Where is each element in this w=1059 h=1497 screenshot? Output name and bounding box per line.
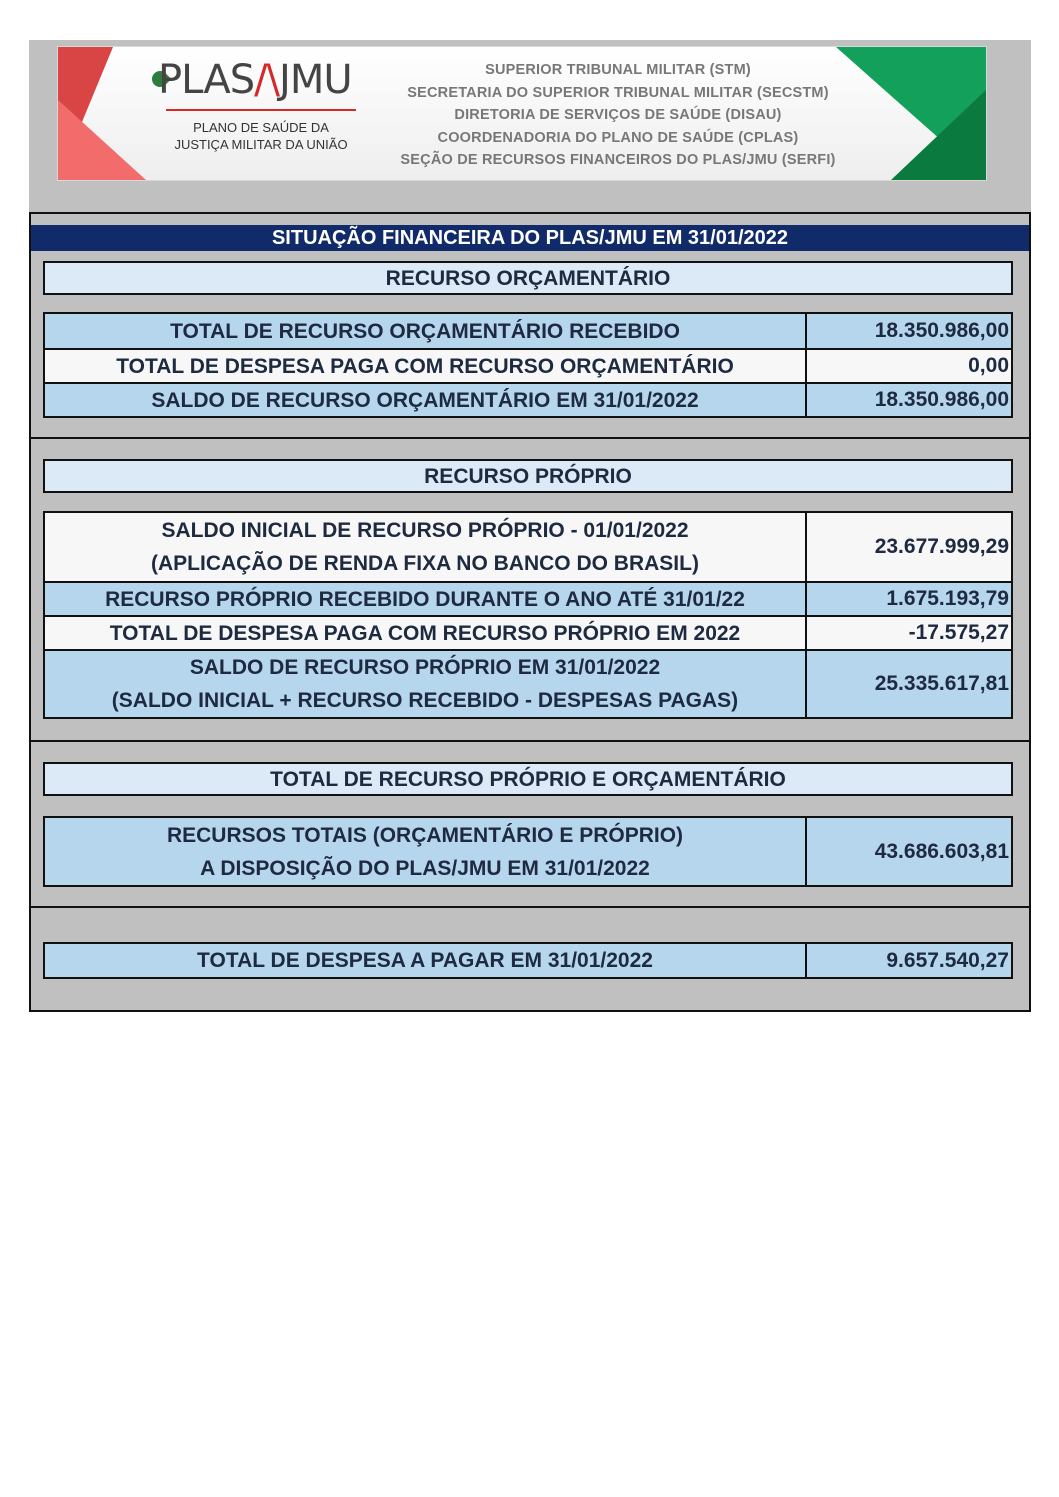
proprio-table bbox=[43, 511, 1013, 719]
row-value: 23.677.999,29 bbox=[874, 535, 1009, 558]
row-label: SALDO DE RECURSO ORÇAMENTÁRIO EM 31/01/2022 bbox=[45, 384, 807, 416]
row-label: TOTAL DE DESPESA A PAGAR EM 31/01/2022 bbox=[45, 944, 807, 977]
logo-wordmark bbox=[158, 57, 352, 103]
table-row bbox=[45, 615, 1011, 649]
row-label-line1: SALDO INICIAL DE RECURSO PRÓPRIO - 01/01/2022 bbox=[161, 519, 689, 542]
a-pagar-table bbox=[43, 942, 1013, 979]
table-row bbox=[45, 314, 1011, 348]
table-row bbox=[45, 944, 1011, 977]
row-label: TOTAL DE DESPESA PAGA COM RECURSO ORÇAMENTÁRIO bbox=[45, 350, 807, 382]
report-sheet bbox=[29, 40, 1031, 1012]
row-label: TOTAL DE DESPESA PAGA COM RECURSO PRÓPRIO EM 2022 bbox=[45, 617, 807, 649]
table-row bbox=[45, 348, 1011, 382]
logo-subtitle bbox=[166, 119, 356, 153]
table-row bbox=[45, 382, 1011, 416]
row-value: 25.335.617,81 bbox=[874, 672, 1009, 695]
header-banner bbox=[57, 46, 987, 181]
section-divider bbox=[29, 740, 1031, 742]
heartbeat-icon: /\ bbox=[254, 57, 280, 103]
table-row bbox=[45, 649, 1011, 717]
row-label: TOTAL DE RECURSO ORÇAMENTÁRIO RECEBIDO bbox=[45, 314, 807, 348]
logo-subtitle-line2: JUSTIÇA MILITAR DA UNIÃO bbox=[174, 137, 348, 152]
total-table bbox=[43, 816, 1013, 887]
institution-line: COORDENADORIA DO PLANO DE SAÚDE (CPLAS) bbox=[437, 129, 799, 146]
section-divider bbox=[29, 437, 1031, 439]
table-row bbox=[45, 581, 1011, 615]
row-label: RECURSO PRÓPRIO RECEBIDO DURANTE O ANO ATÉ 31/01/22 bbox=[45, 583, 807, 615]
logo-subtitle-line1: PLANO DE SAÚDE DA bbox=[193, 120, 329, 135]
row-label bbox=[45, 513, 807, 581]
row-value: 18.350.986,00 bbox=[874, 388, 1009, 411]
page-title: SITUAÇÃO FINANCEIRA DO PLAS/JMU EM 31/01/2022 bbox=[31, 225, 1029, 251]
table-row bbox=[45, 818, 1011, 885]
row-label-line1: RECURSOS TOTAIS (ORÇAMENTÁRIO E PRÓPRIO) bbox=[166, 823, 684, 847]
section-header-total: TOTAL DE RECURSO PRÓPRIO E ORÇAMENTÁRIO bbox=[43, 762, 1013, 796]
row-label bbox=[45, 651, 807, 717]
plas-jmu-logo bbox=[158, 57, 358, 167]
institution-lines bbox=[368, 59, 868, 172]
orcamentario-table bbox=[43, 312, 1013, 418]
logo-wordmark-right: JMU bbox=[279, 57, 352, 103]
green-decoration-dark bbox=[891, 90, 986, 180]
row-value: 43.686.603,81 bbox=[874, 839, 1009, 863]
logo-wordmark-left: PLAS bbox=[158, 57, 255, 103]
red-decoration-light bbox=[58, 100, 146, 180]
section-header-orcamentario: RECURSO ORÇAMENTÁRIO bbox=[43, 261, 1013, 295]
row-label bbox=[45, 818, 807, 885]
institution-line: SECRETARIA DO SUPERIOR TRIBUNAL MILITAR (SECSTM) bbox=[407, 84, 829, 101]
row-value: 1.675.193,79 bbox=[886, 587, 1009, 610]
institution-line: SEÇÃO DE RECURSOS FINANCEIROS DO PLAS/JMU (SERFI) bbox=[400, 152, 836, 168]
logo-underline bbox=[166, 109, 356, 111]
row-label-line2: (SALDO INICIAL + RECURSO RECEBIDO - DESPESAS PAGAS) bbox=[111, 689, 739, 712]
row-value: 18.350.986,00 bbox=[874, 319, 1009, 342]
section-header-proprio: RECURSO PRÓPRIO bbox=[43, 459, 1013, 493]
section-divider bbox=[29, 906, 1031, 908]
row-value: 9.657.540,27 bbox=[886, 948, 1009, 972]
row-value: -17.575,27 bbox=[908, 621, 1009, 644]
row-label-line1: SALDO DE RECURSO PRÓPRIO EM 31/01/2022 bbox=[189, 656, 661, 679]
table-row bbox=[45, 513, 1011, 581]
row-label-line2: A DISPOSIÇÃO DO PLAS/JMU EM 31/01/2022 bbox=[200, 856, 650, 880]
institution-line: SUPERIOR TRIBUNAL MILITAR (STM) bbox=[485, 62, 751, 78]
row-label-line2: (APLICAÇÃO DE RENDA FIXA NO BANCO DO BRASIL) bbox=[151, 552, 699, 575]
row-value: 0,00 bbox=[968, 354, 1009, 377]
institution-line: DIRETORIA DE SERVIÇOS DE SAÚDE (DISAU) bbox=[454, 107, 782, 123]
